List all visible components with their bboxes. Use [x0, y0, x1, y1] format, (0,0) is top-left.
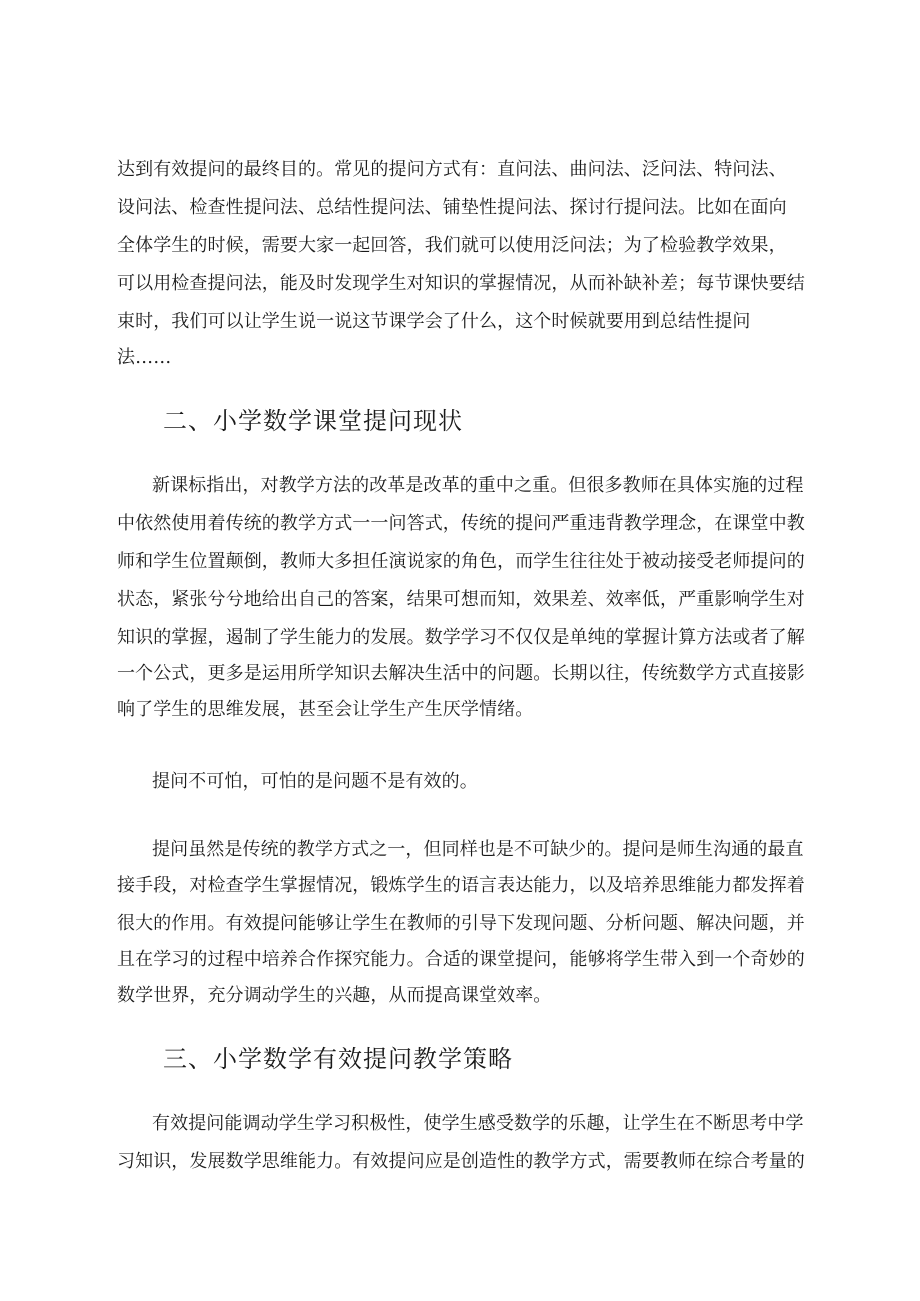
text-line: 达到有效提问的最终目的。常见的提问方式有：直问法、曲问法、泛问法、特问法、: [117, 159, 787, 180]
section-heading-strategies: 三、小学数学有效提问教学策略: [163, 1045, 513, 1073]
section-heading-current-status: 二、小学数学课堂提问现状: [163, 407, 463, 435]
text-line: 师和学生位置颠倒，教师大多担任演说家的角色，而学生往往处于被动接受老师提问的: [117, 551, 805, 572]
text-line: 接手段，对检查学生掌握情况，锻炼学生的语言表达能力，以及培养思维能力都发挥着: [117, 875, 805, 896]
text-line: 新课标指出，对教学方法的改革是改革的重中之重。但很多教师在具体实施的过程: [152, 475, 804, 496]
text-line: 知识的掌握，遏制了学生能力的发展。数学学习不仅仅是单纯的掌握计算方法或者了解: [117, 627, 805, 648]
text-line: 全体学生的时候，需要大家一起回答，我们就可以使用泛问法；为了检验教学效果，: [117, 235, 787, 256]
text-line: 一个公式，更多是运用所学知识去解决生活中的问题。长期以往，传统数学方式直接影: [117, 663, 805, 684]
text-line: 法……: [117, 347, 172, 368]
text-line: 中依然使用着传统的教学方式一一问答式，传统的提问严重违背教学理念，在课堂中教: [117, 513, 805, 534]
text-line: 数学世界，充分调动学生的兴趣，从而提高课堂效率。: [117, 985, 552, 1006]
text-line: 有效提问能调动学生学习积极性，使学生感受数学的乐趣，让学生在不断思考中学: [152, 1113, 804, 1134]
text-line: 习知识，发展数学思维能力。有效提问应是创造性的教学方式，需要教师在综合考量的: [117, 1151, 805, 1172]
text-line: 设问法、检查性提问法、总结性提问法、铺垫性提问法、探讨行提问法。比如在面向: [117, 197, 787, 218]
text-line: 束时，我们可以让学生说一说这节课学会了什么，这个时候就要用到总结性提问: [117, 311, 751, 332]
text-line: 且在学习的过程中培养合作探究能力。合适的课堂提问，能够将学生带入到一个奇妙的: [117, 949, 805, 970]
text-line: 很大的作用。有效提问能够让学生在教师的引导下发现问题、分析问题、解决问题，并: [117, 913, 805, 934]
text-line: 响了学生的思维发展，甚至会让学生产生厌学情绪。: [117, 699, 534, 720]
text-line: 提问不可怕，可怕的是问题不是有效的。: [152, 771, 478, 792]
text-line: 状态，紧张兮兮地给出自己的答案，结果可想而知，效果差、效率低，严重影响学生对: [117, 589, 805, 610]
text-line: 可以用检查提问法，能及时发现学生对知识的掌握情况，从而补缺补差；每节课快要结: [117, 273, 805, 294]
text-line: 提问虽然是传统的教学方式之一，但同样也是不可缺少的。提问是师生沟通的最直: [152, 839, 804, 860]
